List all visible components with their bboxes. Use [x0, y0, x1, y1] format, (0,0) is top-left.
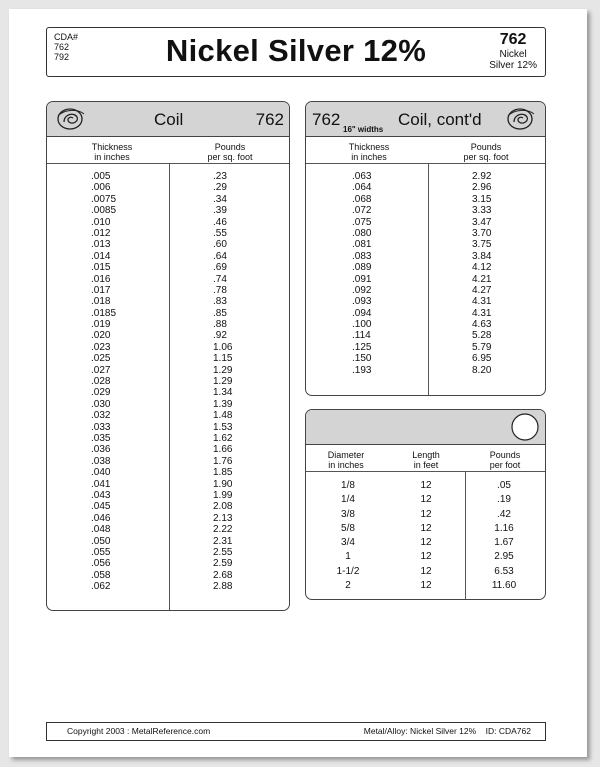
- table-row: [306, 353, 545, 364]
- table-row: [47, 444, 289, 455]
- thickness-cell: .089: [352, 262, 372, 274]
- thickness-cell: .035: [91, 432, 111, 444]
- alloy-name-line2: Silver 12%: [489, 60, 537, 71]
- coil-contd-rows: [306, 171, 545, 376]
- table-row: [47, 228, 289, 239]
- pounds-cell: 1.29: [213, 364, 233, 376]
- thickness-cell: .045: [91, 501, 111, 513]
- pounds-cell: .23: [213, 171, 227, 182]
- thickness-cell: .038: [91, 455, 111, 467]
- pounds-cell: 4.31: [472, 296, 492, 308]
- pounds-cell: 1.16: [494, 522, 514, 534]
- round-rod-rows: [306, 479, 545, 593]
- thickness-cell: .030: [91, 398, 111, 410]
- pounds-cell: 1.99: [213, 489, 233, 501]
- pounds-cell: 1.34: [213, 387, 233, 399]
- diameter-cell: 3/8: [341, 508, 355, 520]
- pounds-cell: .39: [213, 205, 227, 217]
- pounds-cell: .55: [213, 227, 227, 239]
- pounds-cell: .60: [213, 239, 227, 251]
- table-row: [47, 547, 289, 558]
- table-row: [47, 342, 289, 353]
- table-row: [47, 581, 289, 592]
- pounds-cell: 4.12: [472, 262, 492, 274]
- thickness-cell: .040: [91, 467, 111, 479]
- table-row: [306, 579, 545, 593]
- pounds-cell: 2.95: [494, 551, 514, 563]
- thickness-cell: .010: [91, 216, 111, 228]
- thickness-cell: .080: [352, 227, 372, 239]
- table-row: [306, 365, 545, 376]
- footer-bar: [46, 722, 546, 741]
- pounds-cell: 2.92: [472, 171, 492, 182]
- diameter-cell: 1/8: [341, 480, 355, 491]
- length-cell: 12: [420, 537, 432, 549]
- table-row: [306, 536, 545, 550]
- pounds-cell: 2.31: [213, 535, 233, 547]
- pounds-cell: 6.53: [494, 565, 514, 577]
- length-cell: 12: [420, 494, 432, 506]
- table-row: [306, 565, 545, 579]
- thickness-cell: .075: [352, 216, 372, 228]
- table-row: [47, 570, 289, 581]
- pounds-cell: 4.27: [472, 284, 492, 296]
- thickness-cell: .027: [91, 364, 111, 376]
- thickness-cell: .072: [352, 205, 372, 217]
- thickness-cell: .092: [352, 284, 372, 296]
- pounds-cell: .74: [213, 273, 227, 285]
- diameter-cell: 1-1/2: [336, 565, 360, 577]
- table-row: [306, 493, 545, 507]
- table-row: [47, 296, 289, 307]
- table-row: [306, 228, 545, 239]
- diameter-header: Diameter in inches: [327, 450, 365, 470]
- table-row: [306, 182, 545, 193]
- coil-number: 762: [255, 110, 284, 129]
- table-row: [306, 171, 545, 182]
- coil-contd-subtitle: 16" widths: [343, 125, 384, 134]
- table-row: [306, 550, 545, 564]
- table-row: [47, 387, 289, 398]
- table-row: [306, 479, 545, 493]
- table-row: [306, 285, 545, 296]
- thickness-cell: .081: [352, 239, 372, 251]
- cda-label: CDA#: [54, 32, 79, 42]
- pounds-cell: 3.47: [472, 216, 492, 228]
- page-title: Nickel Silver 12%: [165, 33, 427, 68]
- thickness-header: Thickness in inches: [91, 142, 133, 162]
- pounds-cell: 11.60: [491, 580, 517, 592]
- table-row: [47, 319, 289, 330]
- thickness-cell: .193: [352, 364, 372, 376]
- alloy-id-text: Metal/Alloy: Nickel Silver 12% ID: CDA762: [363, 726, 531, 736]
- alloy-name-line1: Nickel: [499, 49, 527, 60]
- pounds-cell: .19: [497, 494, 511, 506]
- coil-contd-number: 762: [312, 110, 341, 129]
- table-row: [47, 330, 289, 341]
- thickness-cell: .017: [91, 284, 111, 296]
- pounds-cell: .83: [213, 296, 227, 308]
- table-row: [306, 205, 545, 216]
- table-row: [306, 194, 545, 205]
- pounds-cell: 6.95: [472, 353, 492, 365]
- pounds-header: Pounds per sq. foot: [207, 142, 253, 162]
- thickness-cell: .005: [91, 171, 111, 182]
- pounds-cell: 3.33: [472, 205, 492, 217]
- thickness-cell: .012: [91, 227, 111, 239]
- thickness-cell: .023: [91, 341, 111, 353]
- header-rule: [306, 163, 545, 164]
- thickness-cell: .058: [91, 569, 111, 581]
- pounds-cell: 1.06: [213, 341, 233, 353]
- pounds-cell: .88: [213, 319, 227, 331]
- pounds-cell: 2.88: [213, 581, 233, 593]
- table-row: [47, 285, 289, 296]
- pounds-cell: 3.84: [472, 250, 492, 262]
- pounds-cell: 4.63: [472, 319, 492, 331]
- pounds-cell: .64: [213, 250, 227, 262]
- thickness-cell: .0075: [91, 193, 117, 205]
- pounds-header: Pounds per foot: [489, 450, 521, 470]
- pounds-cell: .46: [213, 216, 227, 228]
- pounds-cell: 3.75: [472, 239, 492, 251]
- table-row: [47, 536, 289, 547]
- pounds-cell: .34: [213, 193, 227, 205]
- table-row: [47, 501, 289, 512]
- table-row: [47, 422, 289, 433]
- pounds-cell: 1.39: [213, 398, 233, 410]
- diameter-cell: 5/8: [341, 522, 355, 534]
- table-row: [47, 376, 289, 387]
- pounds-cell: 2.22: [213, 524, 233, 536]
- coil-panel: [46, 101, 290, 611]
- thickness-cell: .019: [91, 319, 111, 331]
- thickness-cell: .043: [91, 489, 111, 501]
- table-row: [306, 217, 545, 228]
- table-row: [47, 182, 289, 193]
- pounds-cell: 4.31: [472, 307, 492, 319]
- table-row: [47, 365, 289, 376]
- coil-panel-header: [47, 102, 289, 137]
- header-rule: [47, 163, 289, 164]
- table-row: [306, 508, 545, 522]
- pounds-cell: 1.67: [494, 537, 514, 549]
- length-cell: 12: [420, 565, 432, 577]
- thickness-cell: .056: [91, 558, 111, 570]
- table-row: [306, 342, 545, 353]
- table-row: [47, 217, 289, 228]
- pounds-cell: 1.29: [213, 376, 233, 388]
- coil-contd-panel: [305, 101, 546, 396]
- pounds-cell: 1.76: [213, 455, 233, 467]
- thickness-cell: .063: [352, 171, 372, 182]
- copyright-text: Copyright 2003 : MetalReference.com: [67, 726, 211, 736]
- coil-rows: [47, 171, 289, 592]
- table-row: [47, 205, 289, 216]
- table-row: [306, 262, 545, 273]
- length-cell: 12: [420, 580, 432, 592]
- title-header: [46, 27, 546, 77]
- thickness-cell: .028: [91, 376, 111, 388]
- pounds-cell: 1.48: [213, 410, 233, 422]
- thickness-cell: .032: [91, 410, 111, 422]
- thickness-cell: .150: [352, 353, 372, 365]
- thickness-cell: .083: [352, 250, 372, 262]
- pounds-cell: 5.28: [472, 330, 492, 342]
- thickness-cell: .025: [91, 353, 111, 365]
- coil-title: Coil: [154, 110, 184, 129]
- table-row: [306, 308, 545, 319]
- alloy-number: 762: [499, 31, 527, 48]
- table-row: [47, 410, 289, 421]
- table-row: [47, 513, 289, 524]
- table-row: [47, 194, 289, 205]
- pounds-cell: 3.70: [472, 227, 492, 239]
- table-row: [47, 433, 289, 444]
- table-row: [47, 251, 289, 262]
- thickness-cell: .091: [352, 273, 372, 285]
- cda-number: 762: [54, 42, 70, 52]
- thickness-cell: .093: [352, 296, 372, 308]
- thickness-cell: .033: [91, 421, 111, 433]
- thickness-cell: .029: [91, 387, 111, 399]
- thickness-cell: .0085: [91, 205, 117, 217]
- pounds-cell: .42: [497, 508, 511, 520]
- round-rod-header: [306, 410, 545, 445]
- table-row: [47, 456, 289, 467]
- table-row: [47, 239, 289, 250]
- thickness-cell: .018: [91, 296, 111, 308]
- coil-icon: [55, 106, 89, 132]
- round-rod-panel: [305, 409, 546, 600]
- table-row: [47, 399, 289, 410]
- table-row: [306, 330, 545, 341]
- thickness-cell: .062: [91, 581, 111, 593]
- table-row: [306, 296, 545, 307]
- table-row: [47, 308, 289, 319]
- pounds-cell: .29: [213, 182, 227, 194]
- thickness-cell: .016: [91, 273, 111, 285]
- pounds-cell: .92: [213, 330, 227, 342]
- table-row: [306, 251, 545, 262]
- pounds-cell: 1.85: [213, 467, 233, 479]
- pounds-cell: 1.90: [213, 478, 233, 490]
- thickness-cell: .064: [352, 182, 372, 194]
- pounds-cell: .85: [213, 307, 227, 319]
- length-cell: 12: [420, 551, 432, 563]
- length-cell: 12: [420, 508, 432, 520]
- diameter-cell: 1/4: [341, 494, 355, 506]
- pounds-cell: 2.68: [213, 569, 233, 581]
- table-row: [47, 171, 289, 182]
- pounds-cell: 2.08: [213, 501, 233, 513]
- pounds-cell: .05: [497, 480, 511, 491]
- pounds-cell: 2.55: [213, 546, 233, 558]
- alloy-badge: [489, 31, 537, 71]
- thickness-cell: .0185: [91, 307, 117, 319]
- pounds-cell: 8.20: [472, 364, 492, 376]
- pounds-cell: 2.13: [213, 512, 233, 524]
- pounds-cell: 5.79: [472, 341, 492, 353]
- table-row: [47, 353, 289, 364]
- cda-number: 792: [54, 52, 70, 62]
- table-row: [47, 490, 289, 501]
- thickness-cell: .015: [91, 262, 111, 274]
- length-cell: 12: [420, 480, 432, 491]
- thickness-cell: .055: [91, 546, 111, 558]
- pounds-cell: .69: [213, 262, 227, 274]
- pounds-cell: 1.62: [213, 432, 233, 444]
- header-rule: [306, 471, 545, 472]
- thickness-cell: .046: [91, 512, 111, 524]
- table-row: [47, 558, 289, 569]
- thickness-cell: .094: [352, 307, 372, 319]
- pounds-cell: .78: [213, 284, 227, 296]
- table-row: [306, 239, 545, 250]
- thickness-cell: .020: [91, 330, 111, 342]
- diameter-cell: 2: [345, 580, 351, 592]
- diameter-cell: 3/4: [341, 537, 355, 549]
- table-row: [47, 274, 289, 285]
- table-row: [47, 262, 289, 273]
- pounds-cell: 1.53: [213, 421, 233, 433]
- pounds-cell: 1.66: [213, 444, 233, 456]
- length-cell: 12: [420, 522, 432, 534]
- pounds-header: Pounds per sq. foot: [463, 142, 509, 162]
- thickness-header: Thickness in inches: [348, 142, 390, 162]
- coil-contd-title: Coil, cont'd: [398, 110, 482, 129]
- thickness-cell: .036: [91, 444, 111, 456]
- pounds-cell: 2.59: [213, 558, 233, 570]
- diameter-cell: 1: [345, 551, 351, 563]
- table-row: [47, 467, 289, 478]
- thickness-cell: .013: [91, 239, 111, 251]
- pounds-cell: 4.21: [472, 273, 492, 285]
- thickness-cell: .014: [91, 250, 111, 262]
- table-row: [306, 522, 545, 536]
- pounds-cell: 1.15: [213, 353, 233, 365]
- table-row: [306, 319, 545, 330]
- coil-icon: [503, 106, 537, 132]
- table-row: [306, 274, 545, 285]
- thickness-cell: .050: [91, 535, 111, 547]
- thickness-cell: .006: [91, 182, 111, 194]
- pounds-cell: 2.96: [472, 182, 492, 194]
- thickness-cell: .068: [352, 193, 372, 205]
- coil-contd-header: [306, 102, 545, 137]
- round-rod-icon: [510, 412, 540, 442]
- thickness-cell: .048: [91, 524, 111, 536]
- thickness-cell: .125: [352, 341, 372, 353]
- thickness-cell: .114: [352, 330, 371, 342]
- length-header: Length in feet: [412, 450, 440, 470]
- thickness-cell: .041: [91, 478, 111, 490]
- table-row: [47, 479, 289, 490]
- pounds-cell: 3.15: [472, 193, 492, 205]
- thickness-cell: .100: [352, 319, 372, 331]
- table-row: [47, 524, 289, 535]
